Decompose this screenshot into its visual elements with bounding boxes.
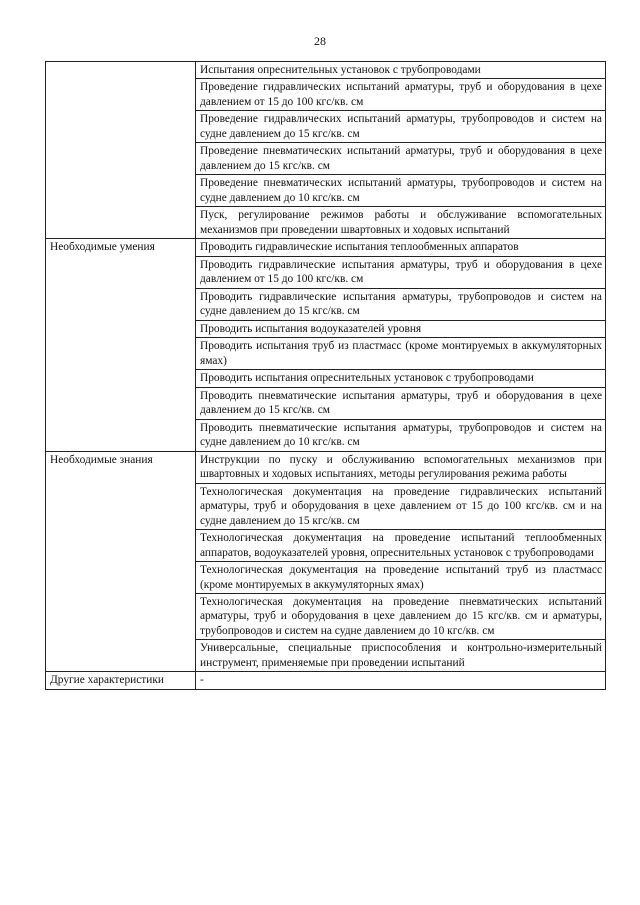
section-item: Испытания опреснительных установок с трубопроводами [196,62,606,79]
section-item: Проводить испытания опреснительных установок с трубопроводами [196,370,606,387]
section-item: Проводить испытания водоуказателей уровня [196,320,606,337]
table-row [46,451,606,483]
section-item: Технологическая документация на проведение испытаний труб из пластмасс (кроме монтируемых в аккумуляторных ямах) [196,562,606,594]
section-item: Универсальные, специальные приспособления и контрольно-измерительный инструмент, применяемые при проведении испытаний [196,640,606,672]
section-item: Пуск, регулирование режимов работы и обслуживание вспомогательных механизмов при проведении швартовных и ходовых испытаний [196,207,606,239]
section-item: Инструкции по пуску и обслуживанию вспомогательных механизмов при швартовных и ходовых испытаниях, методы регулирования режима работы [196,451,606,483]
section-item: Проведение гидравлических испытаний арматуры, труб и оборудования в цехе давлением от 15 до 100 кгс/кв. см [196,79,606,111]
section-item: Проводить гидравлические испытания арматуры, трубопроводов и систем на судне давлением до 15 кгс/кв. см [196,288,606,320]
table-row [46,672,606,689]
qualification-table [45,61,606,690]
section-label: Необходимые знания [46,451,196,672]
section-item: Проведение гидравлических испытаний арматуры, трубопроводов и систем на судне давлением до 15 кгс/кв. см [196,111,606,143]
section-label: Другие характеристики [46,672,196,689]
section-item: Проводить гидравлические испытания теплообменных аппаратов [196,239,606,256]
section-label [46,62,196,239]
qualification-table-body [46,62,606,690]
table-row [46,239,606,256]
section-item: Проводить пневматические испытания арматуры, трубопроводов и систем на судне давлением до 10 кгс/кв. см [196,419,606,451]
section-item: Технологическая документация на проведение пневматических испытаний арматуры, труб и оборудования в цехе давлением до 15 кгс/кв. см и арматуры, трубопроводов и систем на судне давлением до 10 кгс/кв. см [196,593,606,639]
section-item: Проведение пневматических испытаний арматуры, труб и оборудования в цехе давлением до 15 кгс/кв. см [196,143,606,175]
section-label: Необходимые умения [46,239,196,451]
section-item: Проведение пневматических испытаний арматуры, трубопроводов и систем на судне давлением до 10 кгс/кв. см [196,175,606,207]
section-item: - [196,672,606,689]
section-item: Проводить пневматические испытания арматуры, труб и оборудования в цехе давлением до 15 кгс/кв. см [196,387,606,419]
section-item: Проводить гидравлические испытания арматуры, труб и оборудования в цехе давлением от 15 до 100 кгс/кв. см [196,256,606,288]
table-row [46,62,606,79]
section-item: Технологическая документация на проведение испытаний теплообменных аппаратов, водоуказателей уровня, опреснительных установок с трубопроводами [196,530,606,562]
section-item: Технологическая документация на проведение гидравлических испытаний арматуры, труб и оборудования в цехе давлением от 15 до 100 кгс/кв. см и на судне давлением до 15 кгс/кв. см [196,483,606,529]
page-number: 28 [314,34,326,48]
section-item: Проводить испытания труб из пластмасс (кроме монтируемых в аккумуляторных ямах) [196,338,606,370]
